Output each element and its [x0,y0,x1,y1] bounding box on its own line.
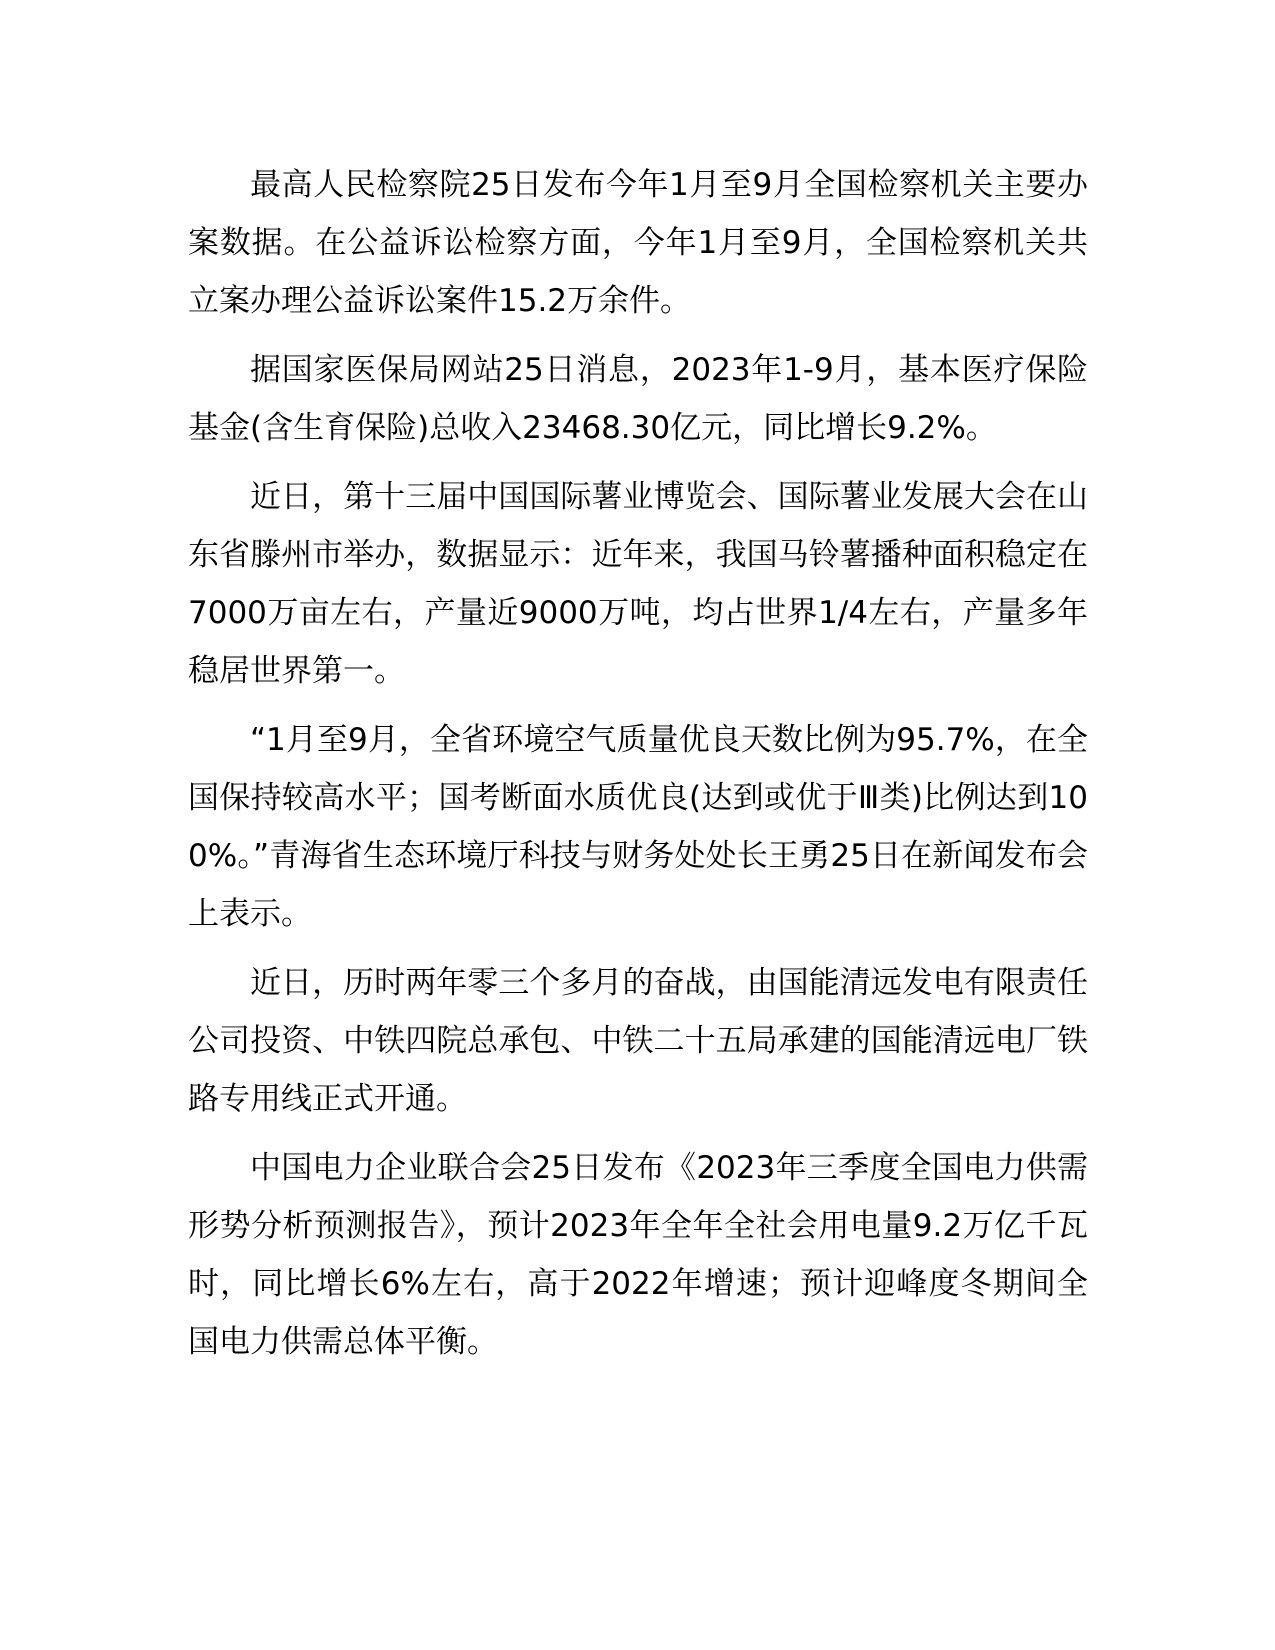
paragraph-qinghai-environment: “1月至9月，全省环境空气质量优良天数比例为95.7%，在全国保持较高水平；国考断面水质优良(达到或优于Ⅲ类)比例达到100%。”青海省生态环境厅科技与财务处处长王勇25日在新闻发布会上表示。 [188,722,1088,932]
paragraph-power-report: 中国电力企业联合会25日发布《2023年三季度全国电力供需形势分析预测报告》，预计2023年全年全社会用电量9.2万亿千瓦时，同比增长6%左右，高于2022年增速；预计迎峰度冬期间全国电力供需总体平衡。 [188,1150,1088,1360]
paragraph-qingyuan-railway: 近日，历时两年零三个多月的奋战，由国能清远发电有限责任公司投资、中铁四院总承包、中铁二十五局承建的国能清远电厂铁路专用线正式开通。 [188,965,1088,1117]
paragraph-medical-insurance: 据国家医保局网站25日消息，2023年1-9月，基本医疗保险基金(含生育保险)总收入23468.30亿元，同比增长9.2%。 [188,352,1088,446]
paragraph-potato-expo: 近日，第十三届中国国际薯业博览会、国际薯业发展大会在山东省滕州市举办，数据显示：近年来，我国马铃薯播种面积稳定在7000万亩左右，产量近9000万吨，均占世界1/4左右，产量多年稳居世界第一。 [188,479,1088,689]
document-body [188,156,1088,1382]
paragraph-procuratorate-data: 最高人民检察院25日发布今年1月至9月全国检察机关主要办案数据。在公益诉讼检察方面，今年1月至9月，全国检察机关共立案办理公益诉讼案件15.2万余件。 [188,167,1088,319]
